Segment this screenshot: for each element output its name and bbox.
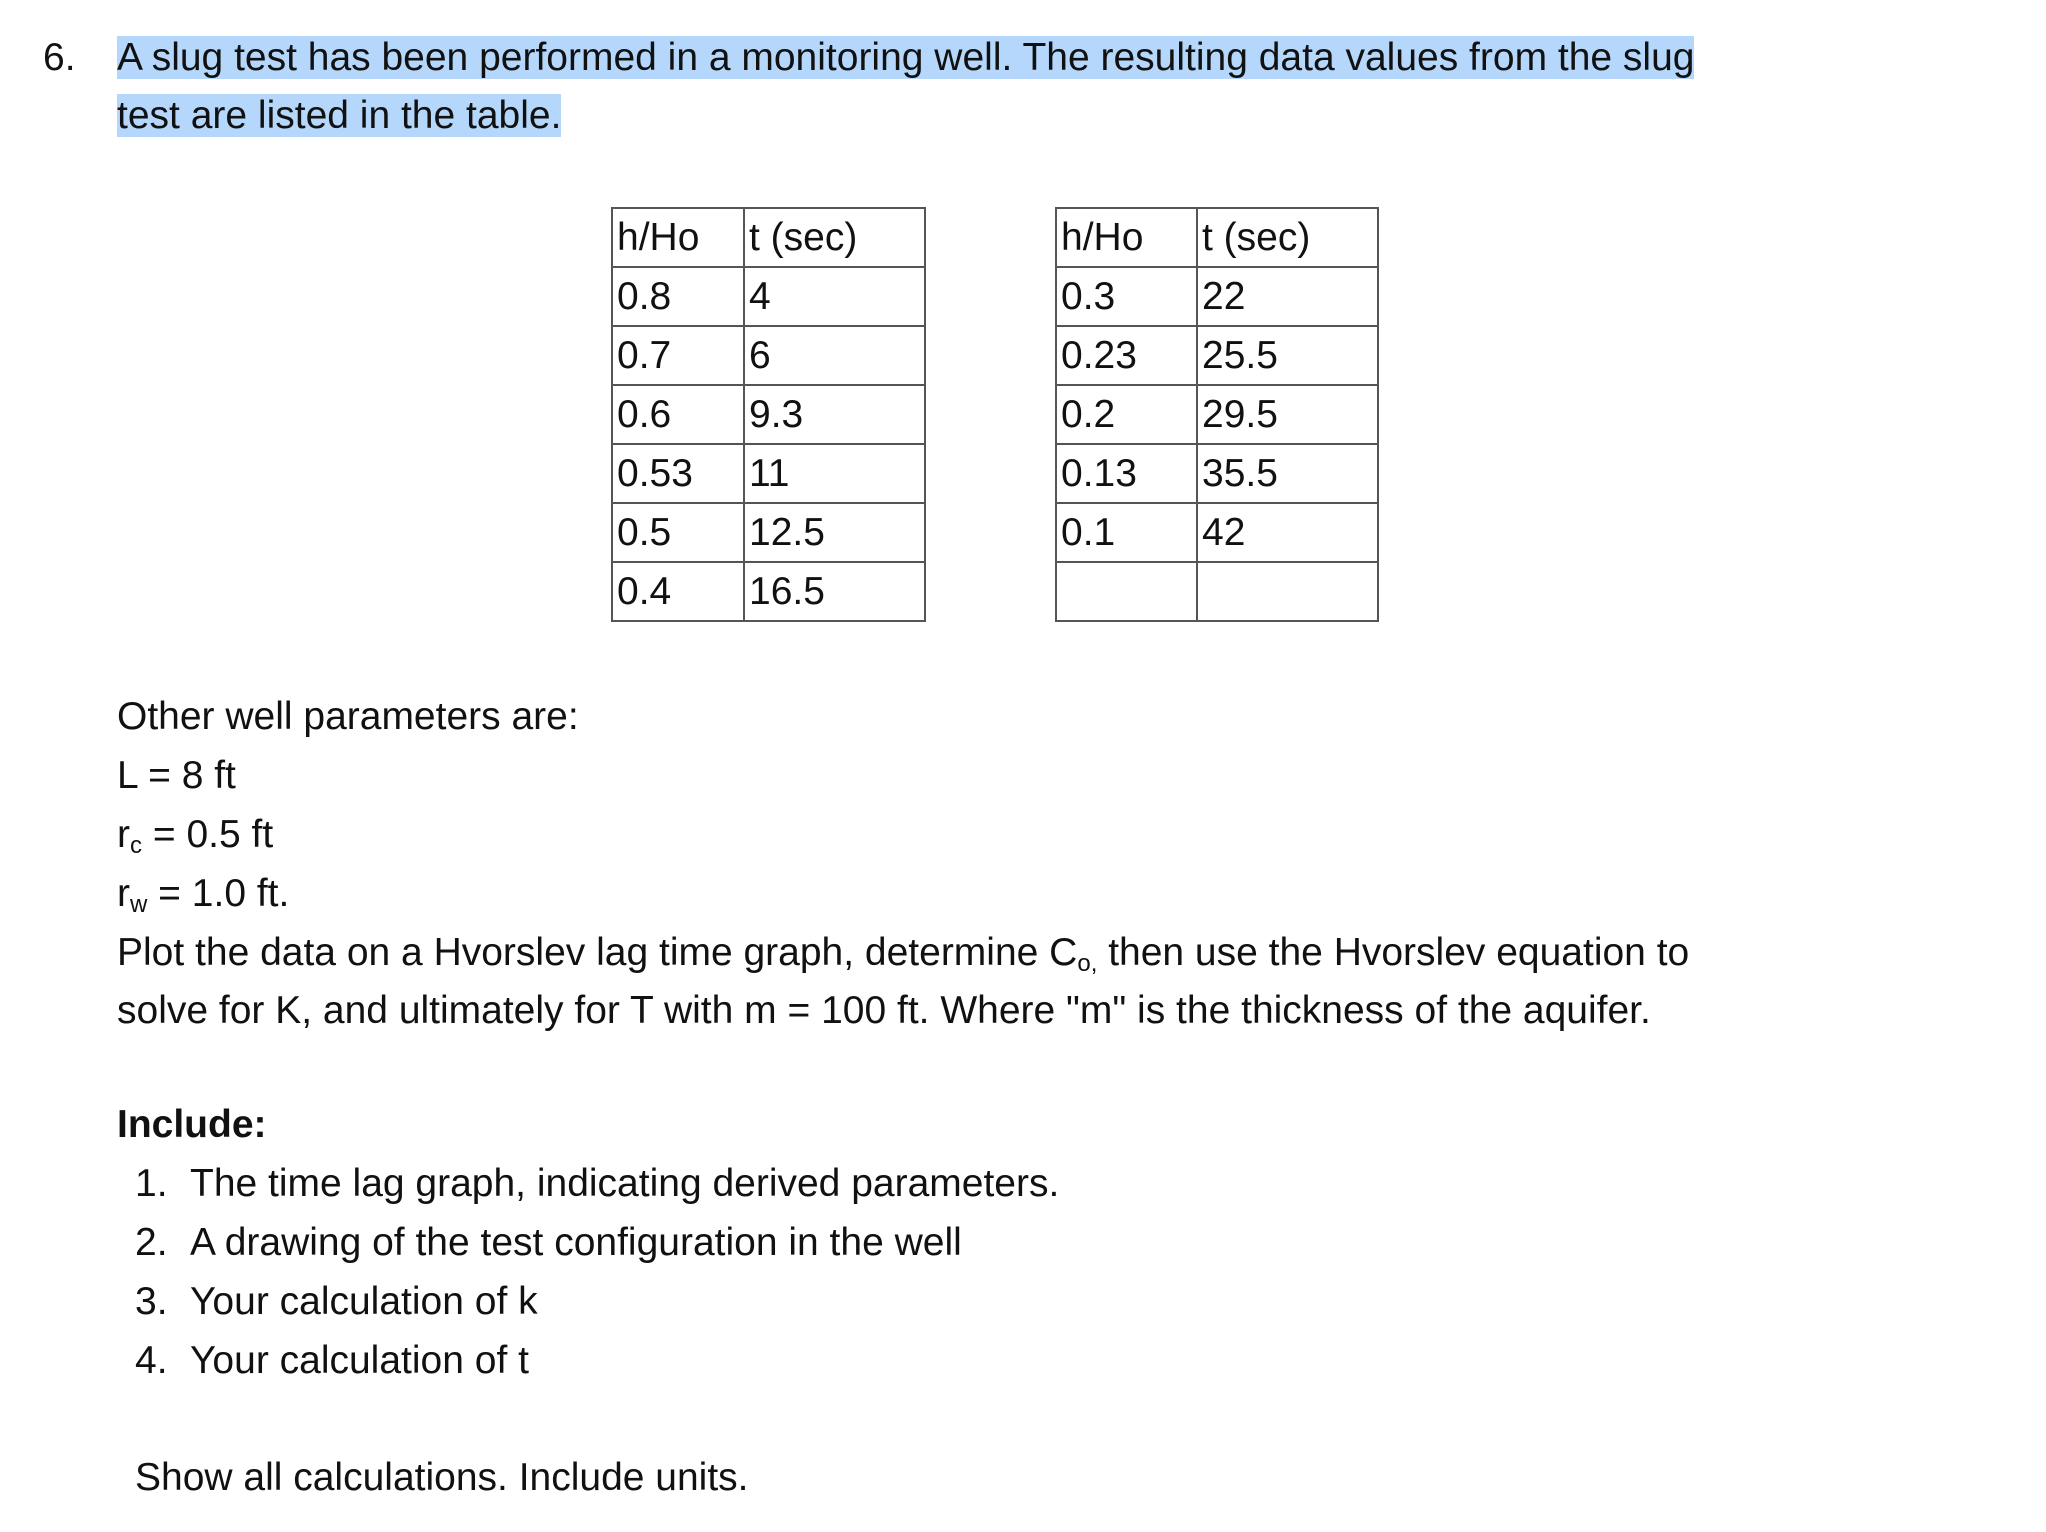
item-number: 1. xyxy=(135,1162,168,1205)
include-heading: Include: xyxy=(117,1103,267,1146)
table-cell: 11 xyxy=(744,444,925,503)
item-text: The time lag graph, indicating derived parameters. xyxy=(190,1162,1060,1205)
data-table-1 xyxy=(611,207,926,622)
include-item xyxy=(135,1277,538,1327)
parameter-rw xyxy=(117,869,289,930)
footer-note: Show all calculations. Include units. xyxy=(135,1456,749,1499)
table-row xyxy=(1056,562,1378,621)
header-cell: h/Ho xyxy=(612,208,744,267)
table-cell: 0.53 xyxy=(612,444,744,503)
item-text: Your calculation of k xyxy=(190,1280,538,1323)
table-row xyxy=(1056,503,1378,562)
question-number: 6. xyxy=(43,36,76,79)
include-item xyxy=(135,1218,962,1268)
data-table-2 xyxy=(1055,207,1379,622)
rw-subscript: w xyxy=(130,891,148,918)
parameter-rc xyxy=(117,810,273,871)
parameter-L: L = 8 ft xyxy=(117,754,236,797)
include-item xyxy=(135,1336,529,1386)
instructions-text: then use the Hvorslev equation to xyxy=(1097,931,1690,974)
table-cell xyxy=(1197,562,1378,621)
table-cell: 0.13 xyxy=(1056,444,1197,503)
table-cell: 16.5 xyxy=(744,562,925,621)
rc-value: = 0.5 ft xyxy=(142,813,274,856)
table-row xyxy=(612,326,925,385)
instructions-line-1 xyxy=(117,928,1689,989)
table-cell xyxy=(1056,562,1197,621)
instructions-text: Plot the data on a Hvorslev lag time graph, determine C xyxy=(117,931,1078,974)
table-cell: 0.5 xyxy=(612,503,744,562)
table-cell: 25.5 xyxy=(1197,326,1378,385)
table-cell: 0.2 xyxy=(1056,385,1197,444)
table-cell: 0.23 xyxy=(1056,326,1197,385)
table-header-row xyxy=(612,208,925,267)
table-cell: 9.3 xyxy=(744,385,925,444)
table-cell: 6 xyxy=(744,326,925,385)
table-cell: 0.7 xyxy=(612,326,744,385)
table-cell: 0.4 xyxy=(612,562,744,621)
table-cell: 35.5 xyxy=(1197,444,1378,503)
table-cell: 0.8 xyxy=(612,267,744,326)
table-row xyxy=(1056,326,1378,385)
table-row xyxy=(1056,385,1378,444)
table-cell: 42 xyxy=(1197,503,1378,562)
rc-base: r xyxy=(117,813,130,856)
question-text-line-2[interactable]: test are listed in the table. xyxy=(117,94,562,137)
item-number: 3. xyxy=(135,1280,168,1323)
table-row xyxy=(1056,444,1378,503)
item-number: 2. xyxy=(135,1221,168,1264)
instructions-line-2: solve for K, and ultimately for T with m = 100 ft. Where "m" is the thickness of the aquifer. xyxy=(117,989,1651,1032)
item-text: Your calculation of t xyxy=(190,1339,529,1382)
table-cell: 4 xyxy=(744,267,925,326)
header-cell: h/Ho xyxy=(1056,208,1197,267)
table-row xyxy=(612,503,925,562)
header-cell: t (sec) xyxy=(1197,208,1378,267)
table-cell: 29.5 xyxy=(1197,385,1378,444)
table-cell: 0.1 xyxy=(1056,503,1197,562)
question-text-line-1[interactable]: A slug test has been performed in a monitoring well. The resulting data values from the slug xyxy=(117,36,1695,79)
include-item xyxy=(135,1159,1059,1209)
table-cell: 0.3 xyxy=(1056,267,1197,326)
table-row xyxy=(612,385,925,444)
rw-base: r xyxy=(117,872,130,915)
table-row xyxy=(612,267,925,326)
table-cell: 22 xyxy=(1197,267,1378,326)
table-cell: 0.6 xyxy=(612,385,744,444)
parameters-intro: Other well parameters are: xyxy=(117,695,579,738)
rw-value: = 1.0 ft. xyxy=(147,872,290,915)
item-text: A drawing of the test configuration in the well xyxy=(190,1221,962,1264)
header-cell: t (sec) xyxy=(744,208,925,267)
table-header-row xyxy=(1056,208,1378,267)
table-cell: 12.5 xyxy=(744,503,925,562)
table-row xyxy=(612,562,925,621)
table-row xyxy=(1056,267,1378,326)
rc-subscript: c xyxy=(130,832,142,859)
table-row xyxy=(612,444,925,503)
item-number: 4. xyxy=(135,1339,168,1382)
co-subscript: o, xyxy=(1077,950,1098,977)
